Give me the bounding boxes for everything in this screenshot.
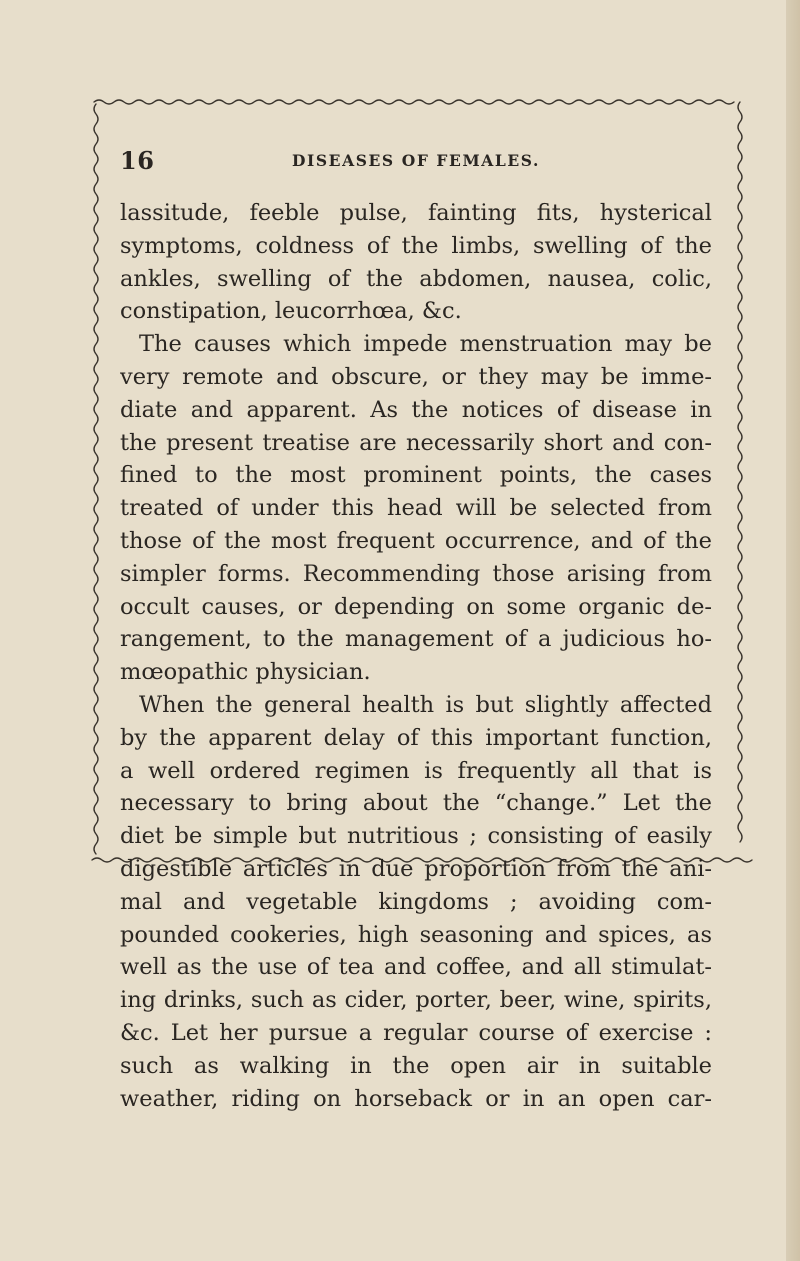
text-line: very remote and obscure, or they may be imme- <box>120 363 712 390</box>
text-line: The causes which impede menstruation may be <box>139 331 712 358</box>
text-line: &c. Let her pursue a regular course of exercise : <box>120 1019 712 1046</box>
text-line: treated of under this head will be selected from <box>120 495 712 522</box>
text-line: those of the most frequent occurrence, and of the <box>120 527 712 554</box>
text-line: occult causes, or depending on some organic de- <box>120 593 712 620</box>
text-line: simpler forms. Recommending those arising from <box>120 560 712 587</box>
border-top <box>94 100 734 104</box>
text-line: pounded cookeries, high seasoning and spices, as <box>120 921 712 948</box>
text-line: weather, riding on horseback or in an open car- <box>120 1085 712 1112</box>
page-header <box>120 146 710 176</box>
text-line: symptoms, coldness of the limbs, swelling of the <box>120 232 712 259</box>
text-line: mal and vegetable kingdoms ; avoiding com- <box>120 888 712 915</box>
text-line: lassitude, feeble pulse, fainting fits, hysterical <box>120 200 712 226</box>
page-number: 16 <box>120 146 155 175</box>
text-line: rangement, to the management of a judicious ho- <box>120 626 712 653</box>
text-line: the present treatise are necessarily short and con- <box>120 429 712 456</box>
text-line: mœopathic physician. <box>120 659 371 686</box>
text-line: fined to the most prominent points, the cases <box>120 462 712 489</box>
text-line: necessary to bring about the “change.” Let the <box>120 790 712 817</box>
body-text <box>120 197 712 1115</box>
text-line: ing drinks, such as cider, porter, beer, wine, spirits, <box>120 987 712 1014</box>
text-line: by the apparent delay of this important function, <box>120 724 712 751</box>
text-line: ankles, swelling of the abdomen, nausea, colic, <box>120 265 712 292</box>
text-line: constipation, leucorrhœa, &c. <box>120 298 462 325</box>
text-line: a well ordered regimen is frequently all that is <box>120 757 712 784</box>
text-line: digestible articles in due proportion from the ani- <box>120 855 712 882</box>
border-left <box>94 104 98 854</box>
text-line: When the general health is but slightly affected <box>139 691 712 718</box>
running-head: DISEASES OF FEMALES. <box>292 151 540 170</box>
text-line: diate and apparent. As the notices of disease in <box>120 396 712 423</box>
border-right <box>738 102 742 842</box>
text-line: diet be simple but nutritious ; consisting of easily <box>120 823 712 850</box>
text-line: well as the use of tea and coffee, and all stimulat- <box>120 954 712 981</box>
text-line: such as walking in the open air in suitable <box>120 1052 712 1079</box>
